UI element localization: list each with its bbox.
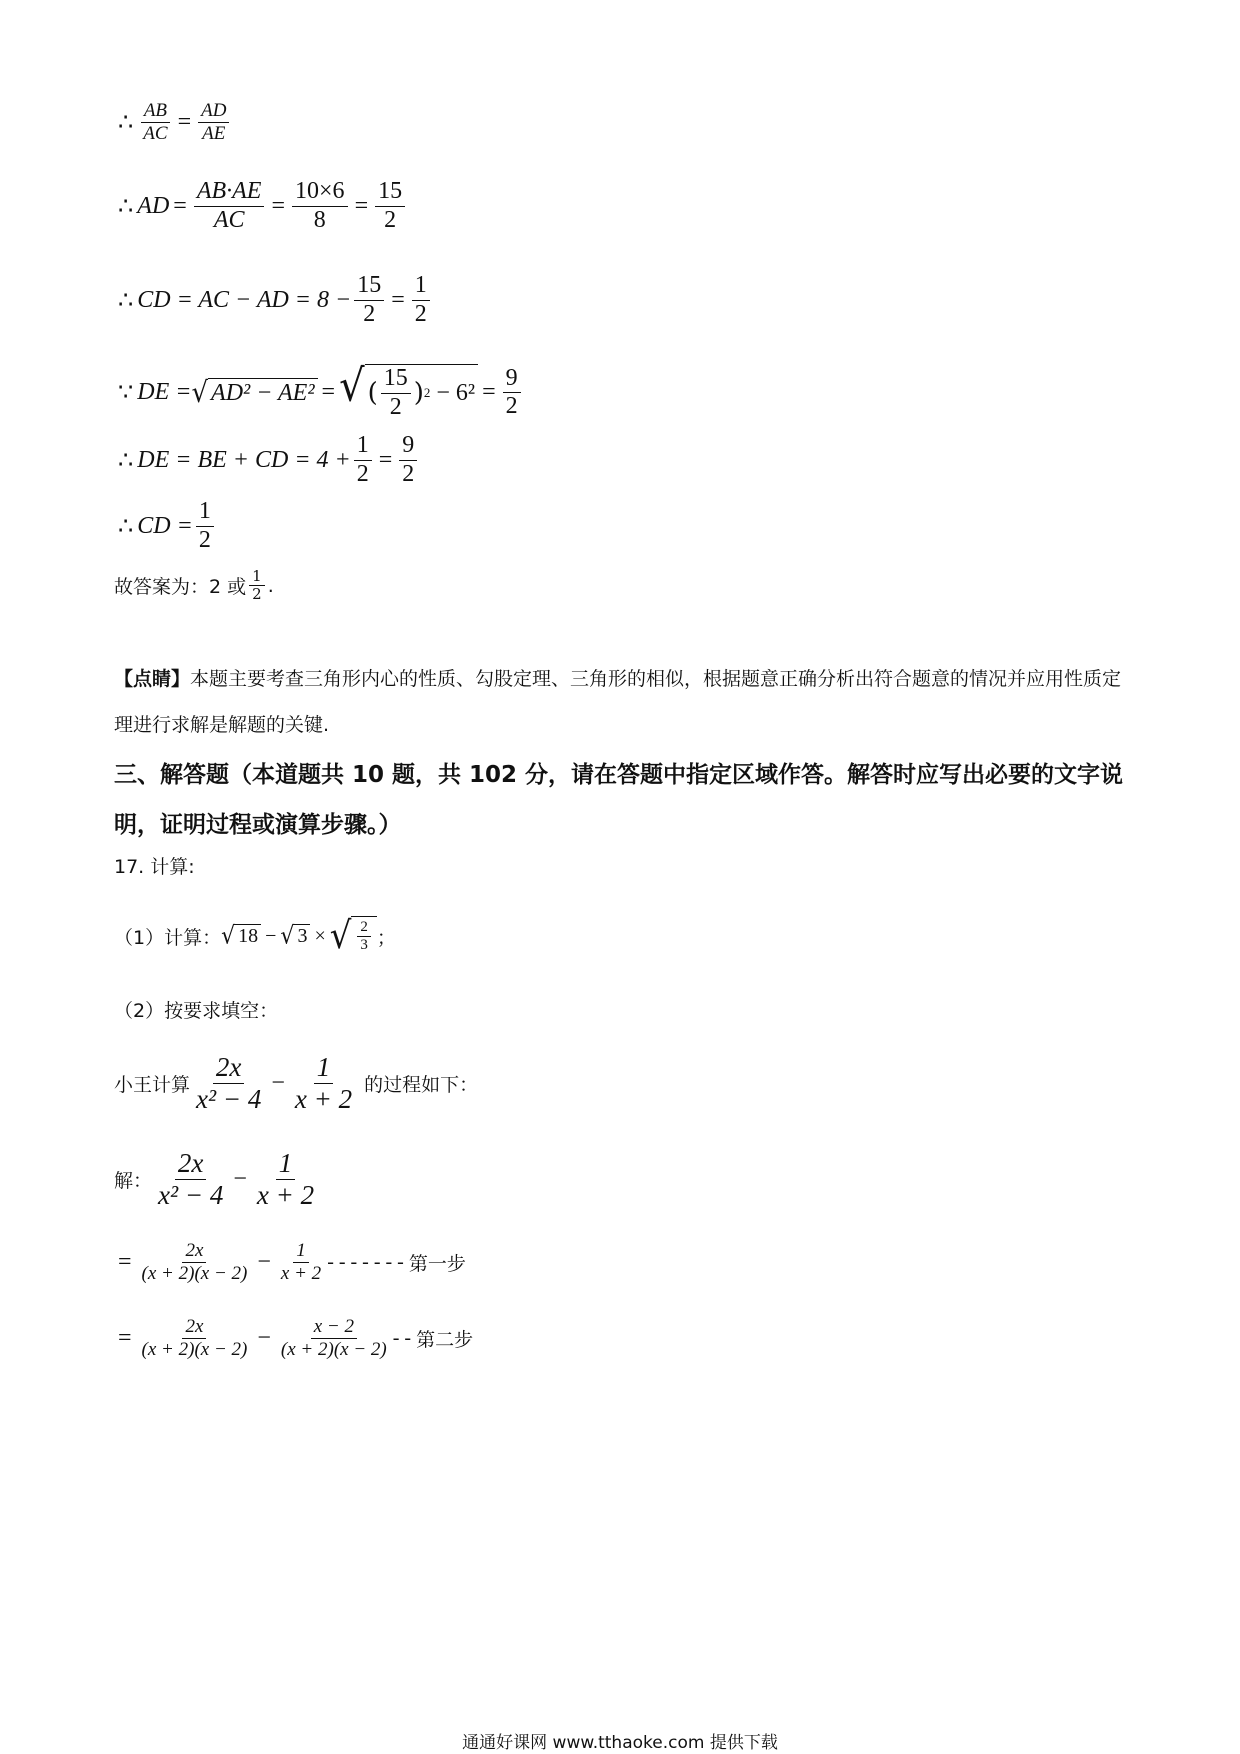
fraction: $\frac{AB}{AC}$ xyxy=(140,100,170,145)
fraction: $\frac{1}{x + 2}$ xyxy=(256,1148,315,1211)
equation-ad: ∴ AD = $\frac{AB\cdot AE}{AC}$ = $\frac{10\times 6}{8}$ = $\frac{15}{2}$ xyxy=(114,178,408,234)
step-2-line: = $\frac{2x}{(x + 2)(x - 2)}$ − $\frac{x - 2}{(x + 2)(x - 2)}$ -- 第二步 xyxy=(118,1316,474,1360)
fraction: $\frac{AB\cdot AE}{AC}$ xyxy=(194,178,265,234)
question-part-1: （1）计算： √ 18 − √ 3 × √ $\frac{2}{3}$ ； xyxy=(114,914,396,958)
fraction: $\frac{15}{2}$ xyxy=(375,178,405,234)
fraction: $\frac{1}{2}$ xyxy=(249,568,265,604)
square-root: √ 3 xyxy=(280,924,310,949)
equation-cd: ∴ CD = AC − AD = 8 − $\frac{15}{2}$ = $\frac{1}{2}$ xyxy=(114,272,433,328)
square-root: √ $\frac{2}{3}$ xyxy=(330,916,377,956)
fraction: $\frac{2x}{\text{x² − 4}}$ xyxy=(196,1052,262,1115)
square-root: √ 18 xyxy=(221,924,261,949)
fraction: $\frac{AD}{AE}$ xyxy=(198,100,229,145)
equation-cd-result: ∴ CD = $\frac{1}{2}$ xyxy=(114,498,217,554)
equation-de-sqrt: ∵ DE = √ AD² − AE² = √ ( $\frac{15}{2}$ ) 2 − 6² = $\frac{9}{2}$ xyxy=(114,364,524,421)
page-footer: 通通好课网 www.tthaoke.com 提供下载 xyxy=(462,1733,778,1753)
answer-line: 故答案为：2 或 $\frac{1}{2}$ . xyxy=(114,567,274,604)
fraction: $\frac{2x}{(x + 2)(x - 2)}$ xyxy=(141,1316,248,1360)
question-title: 17. 计算: xyxy=(114,856,195,878)
fraction: $\frac{1}{2}$ xyxy=(354,432,372,488)
fraction: $\frac{1}{x + 2}$ xyxy=(294,1052,353,1115)
fraction: $\frac{x - 2}{(x + 2)(x - 2)}$ xyxy=(280,1316,387,1360)
step-1-line: = $\frac{2x}{(x + 2)(x - 2)}$ − $\frac{1}{x + 2}$ ------- 第一步 xyxy=(118,1240,466,1284)
fraction: $\frac{9}{2}$ xyxy=(399,432,417,488)
equation-de-sum: ∴ DE = BE + CD = 4 + $\frac{1}{2}$ = $\frac{9}{2}$ xyxy=(114,432,420,488)
therefore-symbol: ∴ xyxy=(118,109,134,136)
fraction: $\frac{2}{3}$ xyxy=(357,919,371,955)
fraction: $\frac{1}{2}$ xyxy=(196,498,214,554)
fraction: $\frac{15}{2}$ xyxy=(381,365,411,421)
intro-line: 小王计算 $\frac{2x}{\text{x² − 4}}$ − $\frac{1}{x + 2}$ 的过程如下： xyxy=(114,1052,479,1115)
comment-text: 本题主要考查三角形内心的性质、勾股定理、三角形的相似，根据题意正确分析出符合题意的情况并应用性质定理进行求解是解题的关键. xyxy=(114,668,1122,736)
fraction: $\frac{1}{x + 2}$ xyxy=(280,1240,322,1284)
solution-line: 解： $\frac{2x}{\text{x² − 4}}$ − $\frac{1}{x + 2}$ xyxy=(114,1148,320,1211)
fraction: $\frac{1}{2}$ xyxy=(412,272,430,328)
fraction: $\frac{10\times 6}{8}$ xyxy=(292,178,348,234)
comment-label: 【点睛】 xyxy=(114,668,191,690)
square-root: √ ( $\frac{15}{2}$ ) 2 − 6² xyxy=(339,364,478,421)
square-root: √ AD² − AE² xyxy=(191,378,317,408)
comment-paragraph xyxy=(114,656,1124,748)
fraction: $\frac{2x}{(x + 2)(x - 2)}$ xyxy=(141,1240,248,1284)
fraction: $\frac{15}{2}$ xyxy=(354,272,384,328)
equation-ratio: ∴ $\frac{AB}{AC}$ = $\frac{AD}{AE}$ xyxy=(114,100,232,145)
fraction: $\frac{2x}{\text{x² − 4}}$ xyxy=(158,1148,224,1211)
section-heading: 三、解答题（本道题共 10 题，共 102 分，请在答题中指定区域作答。解答时应写出必要的文字说明，证明过程或演算步骤。） xyxy=(114,762,1124,838)
fraction: $\frac{9}{2}$ xyxy=(503,365,521,421)
question-part-2: （2）按要求填空： xyxy=(114,1000,279,1022)
